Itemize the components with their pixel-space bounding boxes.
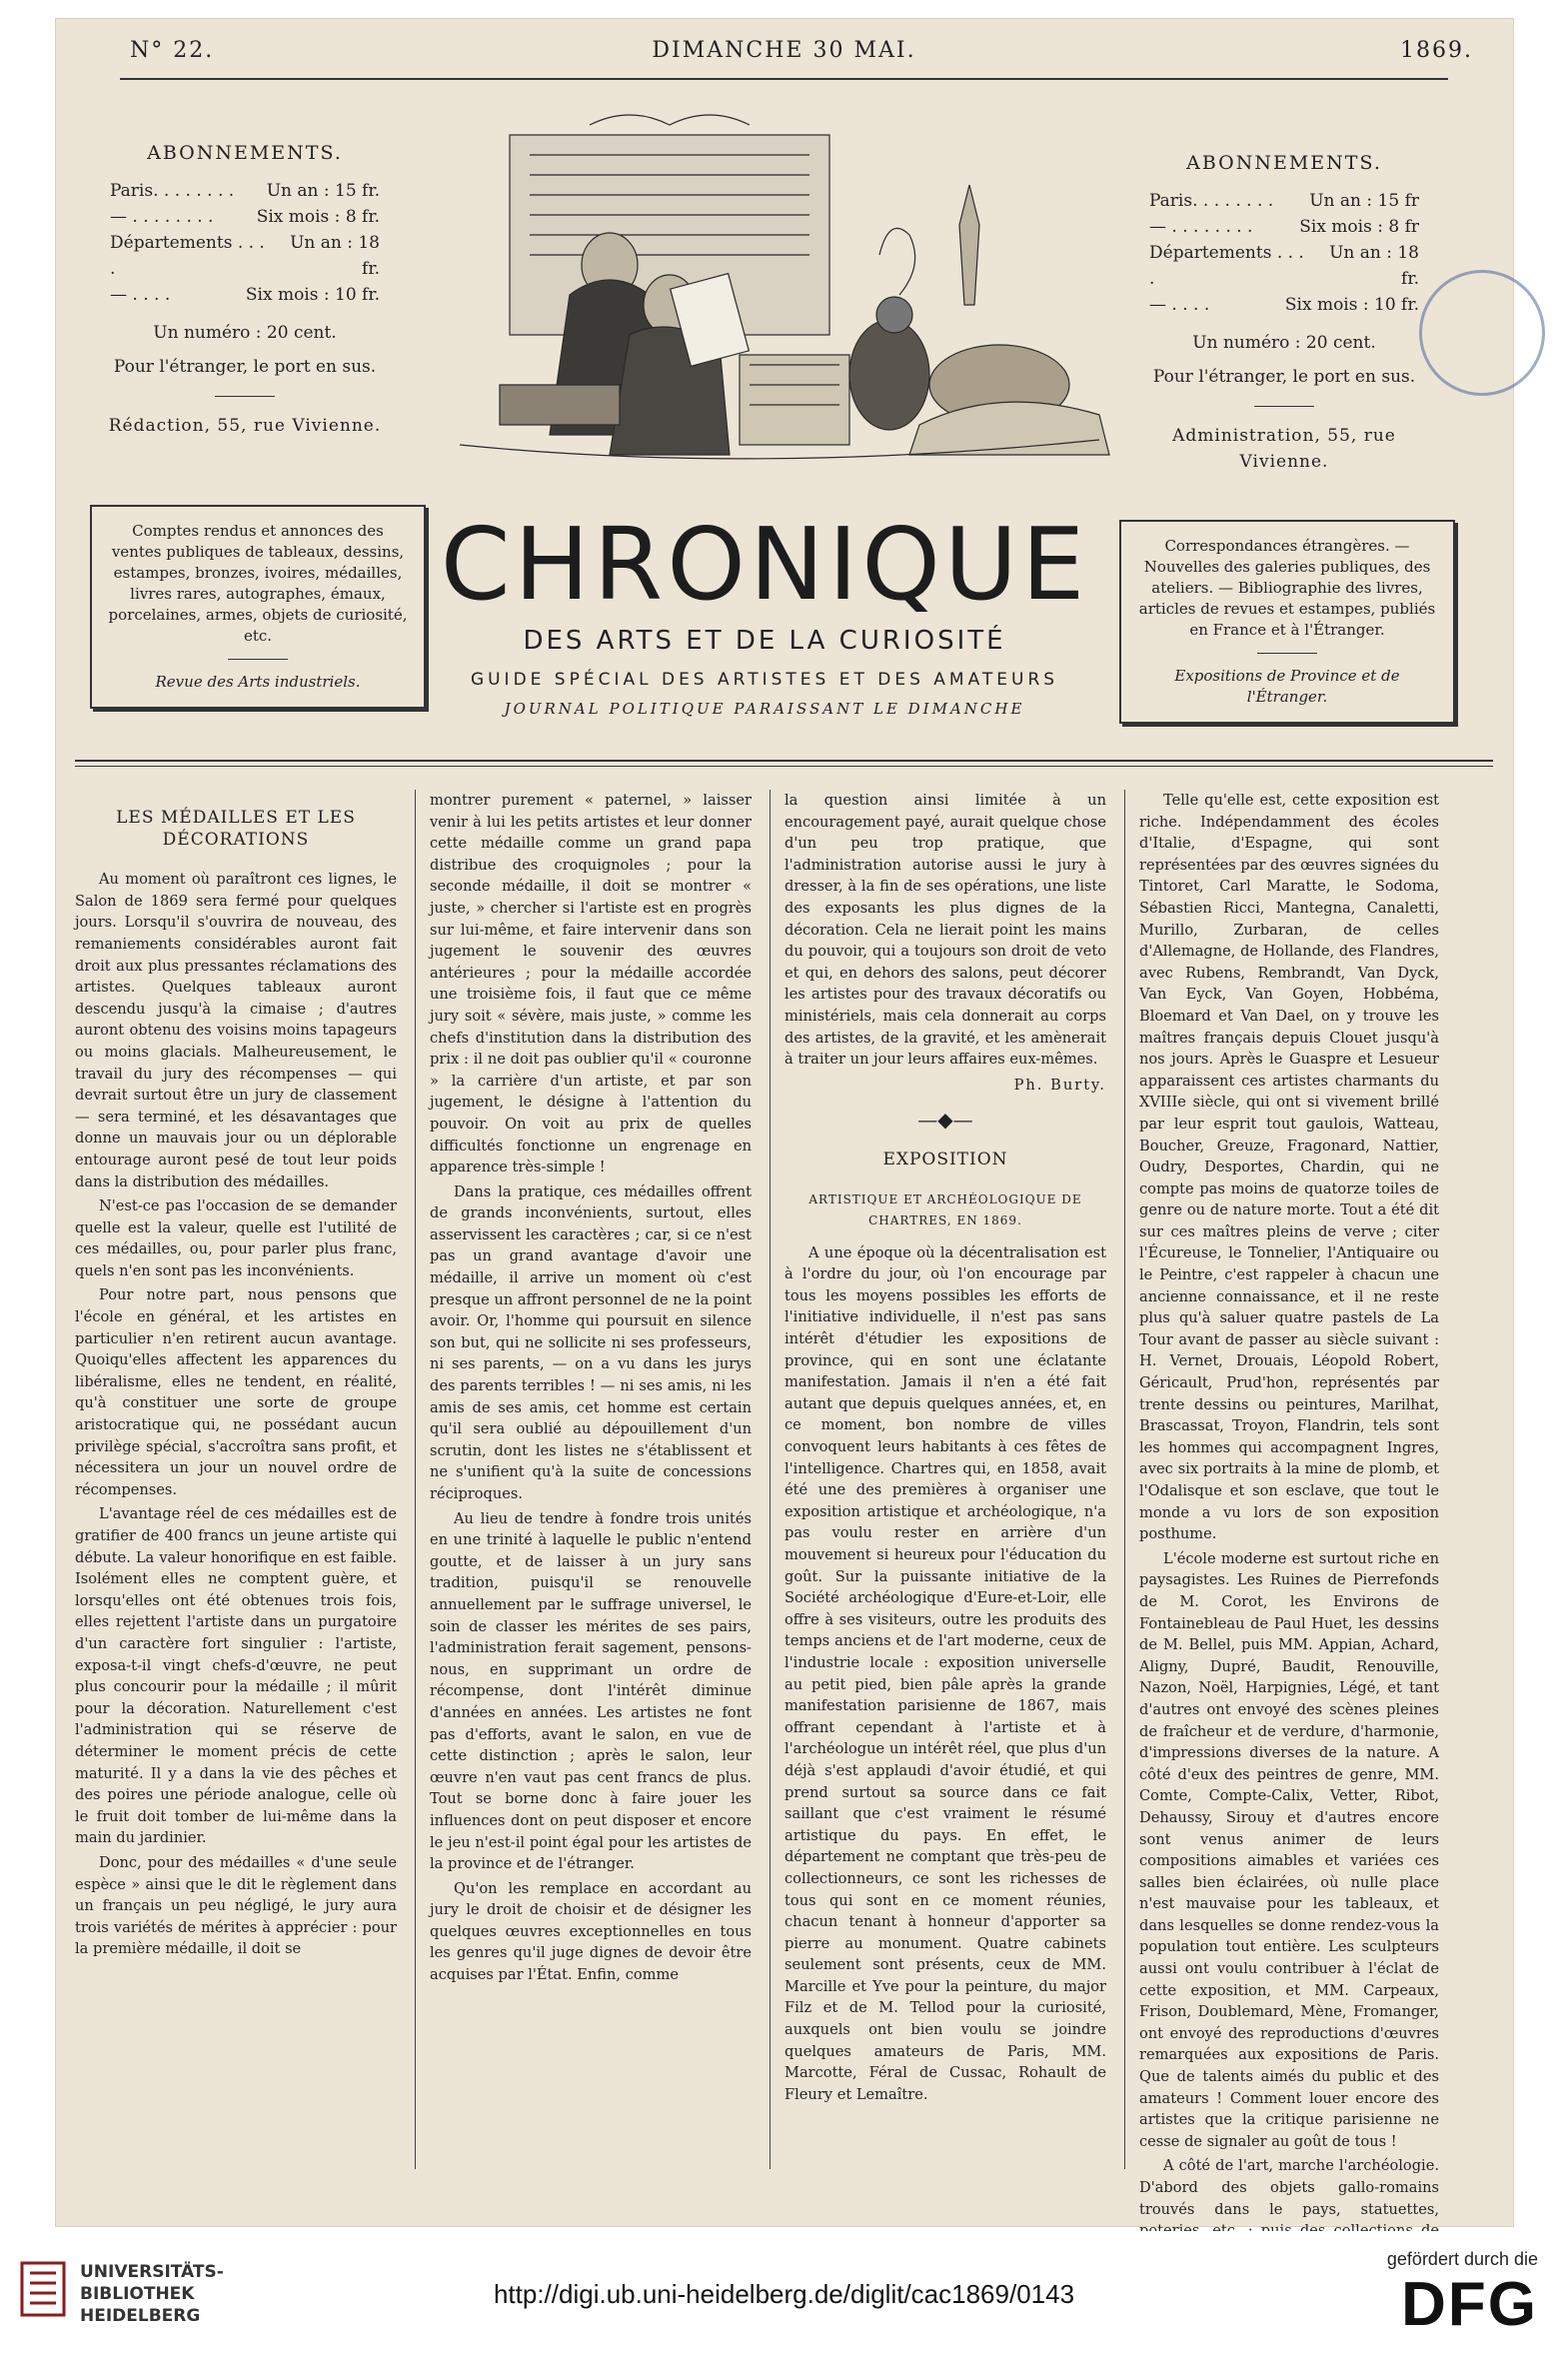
- subscriptions-right: [1139, 150, 1429, 475]
- masthead-title: CHRONIQUE: [440, 506, 1089, 623]
- single-issue-price: Un numéro : 20 cent.: [153, 323, 337, 343]
- top-rule: [120, 78, 1448, 80]
- digitization-footer: [0, 2231, 1568, 2356]
- ornament-divider: —◆—: [917, 1108, 973, 1133]
- note-right-footer: Expositions de Province et de l'Étranger.: [1174, 667, 1400, 706]
- paragraph: N'est-ce pas l'occasion de se demander quelle est la valeur, quelle est l'utilité de ces médailles, ou, pour parler plus franc, quels n'en sont pas les inconvénients.: [75, 1197, 397, 1279]
- subscription-row: Départements . . . . Un an : 18 fr.: [110, 233, 380, 279]
- masthead-subtitle: DES ARTS ET DE LA CURIOSITÉ: [523, 626, 1006, 656]
- masthead-journal: JOURNAL POLITIQUE PARAISSANT LE DIMANCHE: [504, 700, 1025, 718]
- paragraph: L'avantage réel de ces médailles est de gratifier de 400 francs un jeune artiste qui débute. La valeur honorifique en est faible. Isolément elles ne comptent guère, et lorsqu'elles ont été obtenues trois fois, elles rejettent l'artiste dans un purgatoire d'un caractère fort singulier : l'artiste, exposa-t-il vingt chefs-d'œuvre, ne peut plus concourir pour la médaille ; il mûrit pour la décoration. Naturellement c'est l'administration qui se réserve de déterminer le moment précis de cette maturité. Il y a dans la vie des pêches et des poires une période analogue, celle où le fruit doit tomber de lui-même dans la main du jardinier.: [75, 1505, 397, 1847]
- folio-line: [75, 38, 1493, 78]
- paragraph: la question ainsi limitée à un encouragement payé, aurait quelque chose d'un peu trop pratique, que l'administration autorise aussi le jury à dresser, à la fin de ses opérations, une liste des exposants les plus dignes de la décoration. Cela ne lierait point les mains du pouvoir, qui a toujours son droit de veto et qui, en dehors des salons, peut décorer les artistes pour des travaux décoratifs ou ministériels, mais cela donnerait au corps des artistes, de la gravité, et les amènerait à traiter un jour leurs affaires eux-mêmes.: [784, 792, 1106, 1069]
- paragraph: L'école moderne est surtout riche en paysagistes. Les Ruines de Pierrefonds de M. Corot, les Environs de Fontainebleau de Paul Huet, les dessins de M. Bellel, puis MM. Appian, Achard, Aligny, Dupré, Baudit, Renouville, Nazon, Noël, Harpignies, Légé, et tant d'autres ont envoyé des scènes pleines de fraîcheur et de verdure, d'harmonie, d'impressions diverses de la nature. A côté d'eux des peintres de genre, MM. Comte, Compte-Calix, Vetter, Ribot, Dehaussy, Sirouy et d'autres encore sont venus animer de leurs compositions aimables et variées ces salles bien éclairées, où nulle place n'est mauvaise pour les tableaux, et dans lesquelles se donne rendez-vous la population tout entière. Les sculpteurs aussi ont voulu contribuer à l'éclat de cette exposition, et MM. Carpeaux, Frison, Doublemard, Mène, Fromanger, ont envoyé des reproductions d'œuvres remarquées aux expositions de Paris. Que de talents aimés du public et des amateurs ! Comment louer encore des artistes que la critique parisienne ne cesse de signaler au goût de tous !: [1139, 1549, 1439, 2150]
- paragraph: Qu'on les remplace en accordant au jury le droit de choisir et de désigner les quelques œuvres exceptionnelles en tous les genres qu'il juge dignes de devoir être acquises par l'État. Enfin, comme: [430, 1879, 752, 1984]
- subscriptions-left: [100, 140, 390, 439]
- note-right: [1119, 520, 1455, 724]
- paragraph: Au lieu de tendre à fondre trois unités en une trinité à laquelle le public n'entend goutte, et de laisser à un jury sans tradition, puisqu'il se renouvelle annuellement par le suffrage universel, le soin de classer les mérites de ses pairs, l'administration ferait sagement, pensons-nous, en supprimant un ordre de récompense, dont l'intérêt diminue d'années en années. Les artistes ne font pas d'efforts, avant le salon, en vue de cette distinction ; après le salon, leur œuvre n'en vaut pas cent francs de plus. Tout se borne donc à faire jouer les influences dont on peut disposer et encore le jeu n'est-il point égal pour les artistes de la province et de l'étranger.: [430, 1509, 752, 1873]
- subscription-row: — . . . . Six mois : 10 fr.: [1149, 295, 1419, 315]
- dfg-logo: DFG: [1401, 2270, 1538, 2339]
- masthead-engraving: [440, 105, 1129, 495]
- masthead-guide: GUIDE SPÉCIAL DES ARTISTES ET DES AMATEURS: [470, 670, 1059, 690]
- article-title: EXPOSITION: [882, 1149, 1008, 1170]
- issue-date: DIMANCHE 30 MAI.: [652, 38, 916, 63]
- editorial-address: Rédaction, 55, rue Vivienne.: [108, 416, 382, 436]
- divider: [1254, 406, 1314, 407]
- paragraph: montrer purement « paternel, » laisser venir à lui les petits artistes et leur donner cette médaille comme un grand papa distribue des croquignoles ; pour la seconde médaille, il doit se montrer « juste, » chercher si l'artiste est en progrès sur lui-même, et faire intervenir dans son jugement le souvenir des œuvres antérieures ; pour la médaille accordée une troisième fois, il faut que ce même jury soit « sévère, mais juste, » comme les chefs d'institution dans la distribution des prix : il ne doit pas oublier qu'il « couronne » la carrière d'un artiste, et par son jugement, le désigne à l'attention du pouvoir. On voit au prix de quelles difficultés fonctionne un engrenage en apparence très-simple !: [430, 792, 752, 1177]
- administration-address: Administration, 55, rue Vivienne.: [1172, 426, 1396, 472]
- column-4: [1139, 790, 1439, 2288]
- article-columns: [75, 790, 1454, 2218]
- masthead: [420, 506, 1109, 718]
- subscription-row: — . . . . Six mois : 10 fr.: [110, 285, 380, 305]
- library-name-line1: UNIVERSITÄTS-: [80, 2262, 224, 2282]
- paragraph: Pour notre part, nous pensons que l'école en général, et les artistes en particulier n'en retirent aucun avantage. Quoiqu'elles affectent les apparences du libéralisme, elles ne tendent, en réalité, qu'à constituer une sorte de groupe aristocratique qui, ne possédant aucun privilège spécial, s'accroîtra sans profit, et nécessitera un jour un nouvel ordre de récompenses.: [75, 1286, 397, 1498]
- article-title: LES MÉDAILLES ET LES DÉCORATIONS: [116, 808, 356, 850]
- column-2: [430, 790, 752, 1989]
- funded-by-text: gefördert durch die: [1386, 2249, 1538, 2269]
- library-name-line2: BIBLIOTHEK: [80, 2284, 195, 2304]
- article-subtitle: ARTISTIQUE ET ARCHÉOLOGIQUE DE CHARTRES, EN 1869.: [808, 1191, 1082, 1228]
- source-url[interactable]: http://digi.ub.uni-heidelberg.de/diglit/cac1869/0143: [493, 2279, 1075, 2309]
- signature: Ph. Burty.: [1013, 1076, 1106, 1094]
- subscription-row: Paris. . . . . . . . Un an : 15 fr.: [110, 181, 380, 201]
- subscription-row: Paris. . . . . . . . Un an : 15 fr: [1149, 191, 1419, 211]
- column-rule: [770, 790, 771, 2169]
- paragraph: Donc, pour des médailles « d'une seule espèce » ainsi que le dit le règlement dans un français un peu négligé, le jury aura trois variétés de mérites à apprécier : pour la première médaille, il doit se: [75, 1853, 397, 1958]
- foreign-note: Pour l'étranger, le port en sus.: [113, 357, 377, 377]
- divider: [215, 396, 275, 397]
- divider: [228, 659, 288, 660]
- dfg-credit: [1387, 2249, 1538, 2340]
- foreign-note: Pour l'étranger, le port en sus.: [1152, 367, 1416, 387]
- subscription-row: — . . . . . . . . Six mois : 8 fr.: [110, 207, 380, 227]
- paragraph: A côté de l'art, marche l'archéologie. D'abord des objets gallo-romains trouvés dans le pays, statuettes,: [1139, 2157, 1439, 2218]
- column-rule: [415, 790, 416, 2169]
- masthead-rule-thin: [75, 766, 1493, 767]
- paragraph: A une époque où la décentralisation est à l'ordre du jour, où l'on encourage par tous les moyens possibles les efforts de l'initiative individuelle, il n'est pas sans intérêt d'étudier les expositions de province, qui en sont une éclatante manifestation. Jamais il n'en a été fait autant que depuis quelques années, et, en ce moment, bon nombre de villes convoquent leurs habitants à ces fêtes de l'intelligence. Chartres qui, en 1858, avait été une des premières à organiser une exposition artistique et archéologique, n'a pas voulu rester en arrière d'un mouvement si heureux pour l'éducation du goût. Sur la puissante initiative de la Société archéologique d'Eure-et-Loir, elle offre à ses visiteurs, outre les produits des temps anciens et de l'art moderne, ceux de l'industrie locale : exposition universelle au petit pied, bien pâle après la grande manifestation parisienne de 1867, mais offrant cependant à l'artiste et à l'archéologue un intérêt réel, que plus d'un déjà s'est applaudi d'avoir étudié, et qui prend surtout sa source dans ce fait saillant que c'est vraiment le résumé artistique du pays. En effet, le département ne comptant que très-peu de collectionneurs, ce sont les richesses de tous qui sont en ce moment réunies, chacun tenant à honneur d'apporter sa pierre au monument. Quatre cabinets seulement sont présents, ceux de MM. Marcille et Yve pour la peinture, du major Filz et de M. Tellod pour la curiosité, auxquels ont bien voulu se joindre quelques amateurs de Paris, MM. Marcotte, Féral de Cussac, Rohault de Fleury et Lemaître.: [784, 1243, 1106, 2103]
- paragraph: Dans la pratique, ces médailles offrent de grands inconvénients, surtout, elles asservissent les caractères ; car, si ce n'est pas un grand avantage d'avoir une médaille, il arrive un moment où c'est presque un affront personnel de ne la point avoir. Or, l'homme qui poursuit en silence son but, qui ne sollicite ni ses professeurs, ni ses parents, — on a vu dans les jurys des parents terribles ! — ni ses amis, ni les amis de ses amis, cet homme est certain qu'il sera oublié au dépouillement d'un scrutin, dont les listes ne s'établissent et ne s'unifient qu'à la suite de concessions réciproques.: [430, 1182, 752, 1502]
- issue-year: 1869.: [1400, 38, 1473, 63]
- subscription-row: — . . . . . . . . Six mois : 8 fr: [1149, 217, 1419, 237]
- issue-number: N° 22.: [130, 38, 215, 63]
- column-1: [75, 790, 397, 1963]
- note-right-text: Correspondances étrangères. — Nouvelles des galeries publiques, des ateliers. — Bibliographie des livres, articles de revues et estampes, publiés en France et à l'Étranger.: [1138, 537, 1436, 639]
- note-left: [90, 505, 426, 709]
- note-left-footer: Revue des Arts industriels.: [155, 673, 361, 691]
- masthead-rule: [75, 760, 1493, 762]
- paragraph: Au moment où paraîtront ces lignes, le Salon de 1869 sera fermé pour quelques jours. Lorsqu'il s'ouvrira de nouveau, des remaniements considérables auront fait droit aux plus pressantes réclamations des artistes. Quelques tableaux auront descendu jusqu'à la cimaise ; d'autres auront obtenu des voisins moins tapageurs ou moins glacials. Malheureusement, le travail du jury des récompenses — qui devrait surtout être un jury de classement — sera terminé, et les désavantages que donne un mauvais jour ou un déplorable entourage auront pesé de tout leur poids dans la distribution des médailles.: [75, 871, 397, 1190]
- subscription-row: Départements . . . . Un an : 18 fr.: [1149, 243, 1419, 289]
- column-3: [784, 790, 1106, 2108]
- note-left-text: Comptes rendus et annonces des ventes publiques de tableaux, dessins, estampes, bronzes, ivoires, médailles, livres rares, autographes, émaux, porcelaines, armes, objets de curiosité, etc.: [108, 522, 408, 645]
- single-issue-price: Un numéro : 20 cent.: [1192, 333, 1376, 353]
- subscriptions-title: ABONNEMENTS.: [147, 142, 343, 164]
- column-rule: [1124, 790, 1125, 2169]
- divider: [1257, 653, 1317, 654]
- library-name-line3: HEIDELBERG: [80, 2306, 201, 2326]
- subscriptions-title: ABONNEMENTS.: [1186, 152, 1382, 174]
- paragraph: Telle qu'elle est, cette exposition est riche. Indépendamment des écoles d'Italie, d'Espagne, qui sont représentées par des œuvres signées du Tintoret, Carl Maratte, le Sodoma, Sébastien Ricci, Mantegna, Canaletti, Murillo, Zurbaran, de celles d'Allemagne, de Hollande, des Flandres, avec Rubens, Rembrandt, Van Dyck, Van Eyck, Van Goyen, Hobbéma, Bloemard et Van Dael, on y trouve les maîtres français depuis Clouet jusqu'à nos jours. Après le Guaspre et Lesueur apparaissent ces artistes charmants du XVIIIe siècle, qui ont si vivement brillé par leur esprit tout gaulois, Watteau, Boucher, Greuze, Fragonard, Nattier, Oudry, Desportes, Chardin, qui ne compte pas moins de quatorze toiles de genre ou de nature morte. Tout a été dit sur ces maîtres pleins de verve ; citer l'Écureuse, le Tonnelier, l'Antiquaire ou le Peintre, c'est rappeler à chacun une ancienne connaissance, et il ne reste plus qu'à saluer quatre pastels de La Tour avant de passer au siècle suivant : H. Vernet, Drouais, Léopold Robert, Géricault, Prud'hon, représentés par trente dessins ou peintures, Marilhat, Brascassat, Troyon, Flandrin, tels sont les hommes qui accompagnent Ingres, avec six portraits à la mine de plomb, et l'Odalisque et son esclave, que tout le monde a vu lors de son exposition posthume.: [1139, 792, 1439, 1543]
